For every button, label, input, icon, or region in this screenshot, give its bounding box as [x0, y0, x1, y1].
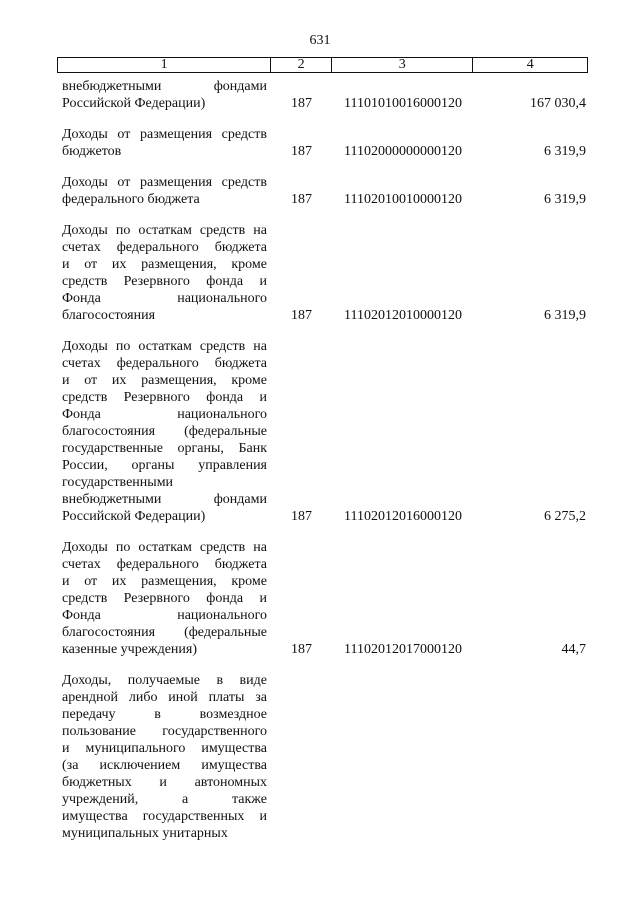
row-spacer	[57, 525, 588, 539]
row-name-line: Российской Федерации)	[62, 96, 206, 111]
row-spacer	[57, 658, 588, 672]
row-name-line: Доходы по остаткам средств на	[62, 339, 267, 354]
row-admin-code: 187	[291, 144, 312, 159]
row-classification-code: 11101010016000120	[344, 96, 462, 111]
row-name-line: и от их размещения, кроме	[62, 574, 267, 589]
row-name-line: передачу в возмездное	[62, 707, 267, 722]
table-body	[57, 78, 588, 842]
row-name-line: (за исключением имущества	[62, 758, 267, 773]
row-name-line: казенные учреждения)	[62, 642, 198, 657]
row-spacer	[57, 324, 588, 338]
table-row	[57, 539, 588, 658]
row-spacer	[57, 160, 588, 174]
row-admin-code: 187	[291, 308, 312, 323]
header-col-4: 4	[526, 57, 534, 72]
row-name-line: Доходы, получаемые в виде	[62, 673, 267, 688]
row-name	[57, 174, 271, 208]
row-amount: 6 319,9	[544, 144, 586, 159]
row-admin-code: 187	[291, 192, 312, 207]
row-amount: 6 275,2	[544, 509, 586, 524]
page-number: 631	[309, 33, 331, 48]
row-name	[57, 672, 271, 842]
row-amount: 6 319,9	[544, 308, 586, 323]
row-name-line: благосостояния	[62, 308, 156, 323]
row-admin-code: 187	[291, 509, 312, 524]
row-name-line: пользование государственного	[62, 724, 267, 739]
row-name-line: Фонда национального	[62, 608, 267, 623]
table-row	[57, 78, 588, 112]
table-row	[57, 222, 588, 324]
row-name-line: государственными	[62, 475, 174, 490]
row-name-line: Фонда национального	[62, 291, 267, 306]
row-name-line: благосостояния (федеральные	[62, 424, 267, 439]
row-classification-code: 11102012016000120	[344, 509, 462, 524]
row-name-line: счетах федерального бюджета	[62, 240, 267, 255]
row-name	[57, 126, 271, 160]
row-name-line: учреждений, а также	[62, 792, 267, 807]
row-name-line: России, органы управления	[62, 458, 267, 473]
row-name	[57, 338, 271, 525]
row-classification-code: 11102012017000120	[344, 642, 462, 657]
row-name-line: арендной либо иной платы за	[62, 690, 267, 705]
table-header	[57, 57, 588, 73]
table-row	[57, 672, 588, 842]
row-name-line: счетах федерального бюджета	[62, 557, 267, 572]
row-name-line: и муниципального имущества	[62, 741, 267, 756]
row-amount: 6 319,9	[544, 192, 586, 207]
row-spacer	[57, 112, 588, 126]
row-classification-code: 11102010010000120	[344, 192, 462, 207]
header-col-2: 2	[271, 58, 332, 72]
row-name-line: бюджетных и автономных	[62, 775, 267, 790]
row-name-line: благосостояния (федеральные	[62, 625, 267, 640]
row-name-line: Доходы по остаткам средств на	[62, 540, 267, 555]
row-name-line: и от их размещения, кроме	[62, 257, 267, 272]
row-name-line: средств Резервного фонда и	[62, 591, 267, 606]
row-name-line: Доходы по остаткам средств на	[62, 223, 267, 238]
row-name-line: государственные органы, Банк	[62, 441, 267, 456]
row-admin-code: 187	[291, 642, 312, 657]
table-row	[57, 174, 588, 208]
row-name-line: внебюджетными фондами	[62, 492, 267, 507]
row-name-line: Доходы от размещения средств	[62, 127, 267, 142]
row-name-line: средств Резервного фонда и	[62, 274, 267, 289]
row-name-line: счетах федерального бюджета	[62, 356, 267, 371]
row-name-line: федерального бюджета	[62, 192, 200, 207]
row-amount: 167 030,4	[530, 96, 586, 111]
row-name-line: имущества государственных и	[62, 809, 267, 824]
row-name-line: Доходы от размещения средств	[62, 175, 267, 190]
row-name-line: средств Резервного фонда и	[62, 390, 267, 405]
table-row	[57, 338, 588, 525]
row-name-line: бюджетов	[62, 144, 122, 159]
row-name	[57, 78, 271, 112]
table-row	[57, 126, 588, 160]
row-name	[57, 222, 271, 324]
row-name	[57, 539, 271, 658]
row-classification-code: 11102000000000120	[344, 144, 462, 159]
row-admin-code: 187	[291, 96, 312, 111]
row-name-line: внебюджетными фондами	[62, 79, 267, 94]
header-col-1: 1	[58, 58, 271, 72]
row-name-line: и от их размещения, кроме	[62, 373, 267, 388]
row-name-line: муниципальных унитарных	[62, 826, 228, 841]
row-classification-code: 11102012010000120	[344, 308, 462, 323]
row-name-line: Российской Федерации)	[62, 509, 206, 524]
row-spacer	[57, 208, 588, 222]
row-name-line: Фонда национального	[62, 407, 267, 422]
row-amount: 44,7	[561, 642, 586, 657]
header-col-3: 3	[332, 58, 473, 72]
